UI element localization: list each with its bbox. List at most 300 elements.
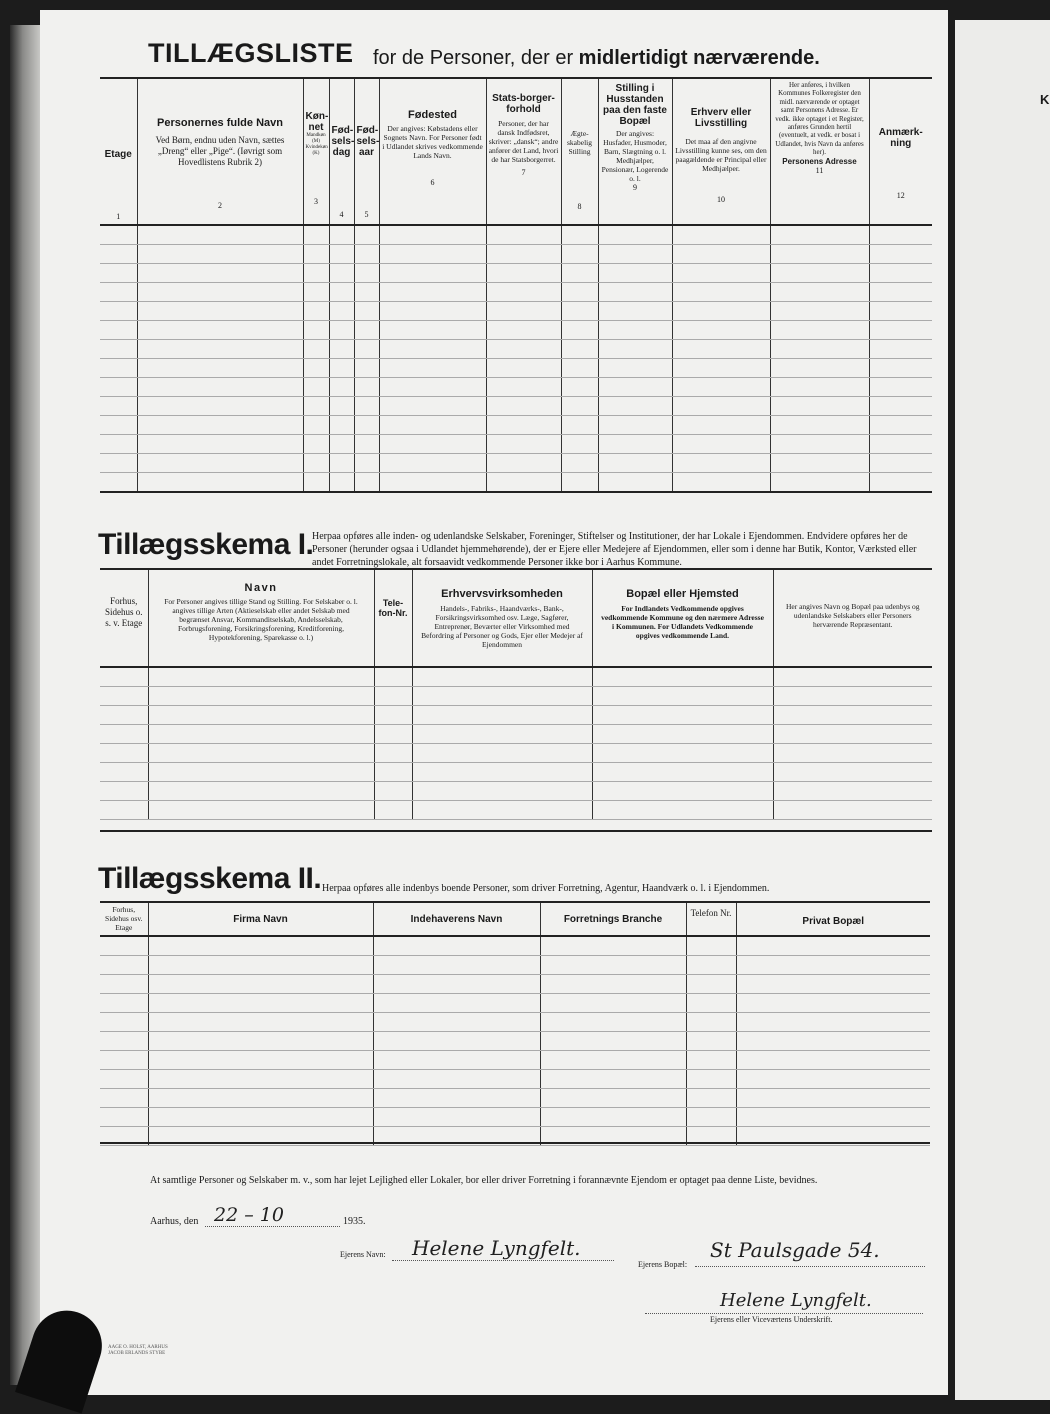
list-row [100, 283, 932, 302]
list-cell[interactable] [561, 225, 598, 245]
supplement-list-table [100, 79, 932, 492]
list-cell[interactable] [354, 283, 379, 302]
schema-2-cell[interactable] [148, 1051, 373, 1070]
list-row [100, 302, 932, 321]
list-cell[interactable] [137, 283, 303, 302]
list-cell[interactable] [354, 473, 379, 492]
schema-1-cell[interactable] [412, 667, 592, 687]
schema-1-cell[interactable] [412, 744, 592, 763]
list-cell[interactable] [672, 245, 770, 264]
list-cell[interactable] [137, 302, 303, 321]
schema-2-cell[interactable] [148, 1108, 373, 1127]
schema-2-cell[interactable] [736, 1013, 930, 1032]
schema-2-cell[interactable] [686, 1089, 736, 1108]
schema-1-cell[interactable] [374, 725, 412, 744]
schema-2-cell[interactable] [373, 975, 540, 994]
list-cell[interactable] [100, 321, 137, 340]
next-page-mark: K [1040, 92, 1050, 107]
list-cell[interactable] [354, 225, 379, 245]
schema-2-cell[interactable] [100, 1013, 148, 1032]
schema-2-row [100, 1051, 930, 1070]
list-cell[interactable] [770, 340, 869, 359]
schema-2-cell[interactable] [148, 975, 373, 994]
list-cell[interactable] [354, 245, 379, 264]
list-cell[interactable] [598, 340, 672, 359]
list-cell[interactable] [100, 397, 137, 416]
schema-2-cell[interactable] [736, 975, 930, 994]
list-cell[interactable] [329, 416, 354, 435]
schema-2-cell[interactable] [540, 956, 686, 975]
schema-2-cell[interactable] [100, 956, 148, 975]
schema-2-cell[interactable] [736, 1070, 930, 1089]
list-cell[interactable] [672, 473, 770, 492]
list-cell[interactable] [598, 397, 672, 416]
schema-1-cell[interactable] [412, 763, 592, 782]
schema-2-cell[interactable] [686, 994, 736, 1013]
schema-2-cell[interactable] [736, 994, 930, 1013]
schema-1-cell[interactable] [100, 744, 148, 763]
schema-2-cell[interactable] [540, 1051, 686, 1070]
list-cell[interactable] [486, 454, 561, 473]
schema-1-cell[interactable] [592, 744, 773, 763]
list-cell[interactable] [486, 245, 561, 264]
list-cell[interactable] [379, 225, 486, 245]
schema-2-cell[interactable] [148, 1032, 373, 1051]
list-cell[interactable] [303, 416, 329, 435]
list-cell[interactable] [303, 283, 329, 302]
schema-1-cell[interactable] [148, 801, 374, 820]
list-cell[interactable] [137, 454, 303, 473]
schema-1-cell[interactable] [148, 706, 374, 725]
schema-2-cell[interactable] [540, 936, 686, 956]
list-cell[interactable] [100, 340, 137, 359]
schema-2-cell[interactable] [100, 936, 148, 956]
schema-2-cell[interactable] [100, 1089, 148, 1108]
schema-1-cell[interactable] [374, 744, 412, 763]
list-cell[interactable] [869, 321, 932, 340]
schema-1-cell[interactable] [100, 763, 148, 782]
list-cell[interactable] [303, 340, 329, 359]
list-cell[interactable] [329, 378, 354, 397]
list-cell[interactable] [672, 359, 770, 378]
schema-1-cell[interactable] [148, 667, 374, 687]
list-cell[interactable] [561, 435, 598, 454]
list-cell[interactable] [598, 302, 672, 321]
list-cell[interactable] [770, 321, 869, 340]
list-cell[interactable] [379, 454, 486, 473]
list-cell[interactable] [137, 225, 303, 245]
s1-col-name: Navn For Personer angives tillige Stand og Stilling. For Selskaber o. l. angives tillige Arten (Aktieselskab eller andet Selskab med begrænset Ansvar, Kommanditselskab, Andelsselskab, Forbrugsforening, Forsikringsforening, Kreditforening, Hypotekforening, Sparekasse o. l.) [148, 570, 374, 667]
list-cell[interactable] [379, 378, 486, 397]
schema-2-cell[interactable] [736, 936, 930, 956]
list-cell[interactable] [379, 435, 486, 454]
schema-2-cell[interactable] [148, 936, 373, 956]
list-cell[interactable] [672, 435, 770, 454]
list-row [100, 340, 932, 359]
list-cell[interactable] [303, 264, 329, 283]
list-cell[interactable] [354, 435, 379, 454]
schema-1-cell[interactable] [773, 744, 932, 763]
list-cell[interactable] [100, 245, 137, 264]
list-cell[interactable] [303, 302, 329, 321]
list-cell[interactable] [770, 225, 869, 245]
list-cell[interactable] [770, 264, 869, 283]
schema-1-cell[interactable] [148, 744, 374, 763]
schema-1-cell[interactable] [374, 667, 412, 687]
list-cell[interactable] [561, 340, 598, 359]
list-cell[interactable] [354, 264, 379, 283]
list-cell[interactable] [869, 378, 932, 397]
list-cell[interactable] [329, 302, 354, 321]
list-cell[interactable] [598, 321, 672, 340]
list-cell[interactable] [303, 454, 329, 473]
list-cell[interactable] [598, 283, 672, 302]
list-cell[interactable] [486, 416, 561, 435]
list-cell[interactable] [561, 321, 598, 340]
list-cell[interactable] [329, 359, 354, 378]
schema-1-cell[interactable] [592, 725, 773, 744]
list-cell[interactable] [379, 245, 486, 264]
schema-2-cell[interactable] [736, 1032, 930, 1051]
schema-2-cell[interactable] [540, 1108, 686, 1127]
list-row [100, 359, 932, 378]
list-cell[interactable] [869, 264, 932, 283]
list-cell[interactable] [770, 245, 869, 264]
schema-2-cell[interactable] [686, 1013, 736, 1032]
schema-1-cell[interactable] [592, 763, 773, 782]
list-cell[interactable] [561, 283, 598, 302]
schema-1-cell[interactable] [100, 706, 148, 725]
schema-2-cell[interactable] [686, 1051, 736, 1070]
list-cell[interactable] [137, 359, 303, 378]
list-cell[interactable] [561, 378, 598, 397]
list-cell[interactable] [869, 435, 932, 454]
list-cell[interactable] [100, 283, 137, 302]
list-cell[interactable] [598, 225, 672, 245]
schema-2-cell[interactable] [686, 1070, 736, 1089]
list-cell[interactable] [598, 359, 672, 378]
list-cell[interactable] [100, 416, 137, 435]
list-cell[interactable] [303, 225, 329, 245]
list-cell[interactable] [354, 454, 379, 473]
schema-2-cell[interactable] [373, 1032, 540, 1051]
schema-2-cell[interactable] [100, 1032, 148, 1051]
list-cell[interactable] [770, 454, 869, 473]
schema-1-cell[interactable] [100, 667, 148, 687]
schema-1-row [100, 744, 932, 763]
list-cell[interactable] [354, 378, 379, 397]
schema-2-cell[interactable] [686, 936, 736, 956]
schema-1-cell[interactable] [148, 725, 374, 744]
list-cell[interactable] [379, 283, 486, 302]
list-cell[interactable] [354, 302, 379, 321]
schema-2-cell[interactable] [100, 1051, 148, 1070]
schema-2-cell[interactable] [148, 1013, 373, 1032]
list-cell[interactable] [329, 283, 354, 302]
schema-2-cell[interactable] [373, 936, 540, 956]
list-cell[interactable] [100, 454, 137, 473]
schema-2-cell[interactable] [373, 1013, 540, 1032]
owner-name-handwritten: Helene Lyngfelt. [412, 1236, 581, 1260]
schema-2-cell[interactable] [540, 1089, 686, 1108]
list-cell[interactable] [672, 340, 770, 359]
list-cell[interactable] [770, 416, 869, 435]
list-cell[interactable] [486, 340, 561, 359]
list-cell[interactable] [869, 245, 932, 264]
list-cell[interactable] [770, 397, 869, 416]
schema-2-cell[interactable] [540, 975, 686, 994]
schema-1-cell[interactable] [412, 782, 592, 801]
schema-1-cell[interactable] [773, 782, 932, 801]
schema-1-cell[interactable] [148, 763, 374, 782]
list-cell[interactable] [486, 321, 561, 340]
next-page-edge [955, 20, 1050, 1400]
schema-1-cell[interactable] [374, 706, 412, 725]
list-cell[interactable] [869, 454, 932, 473]
list-cell[interactable] [137, 416, 303, 435]
list-cell[interactable] [137, 378, 303, 397]
schema-2-cell[interactable] [736, 956, 930, 975]
list-cell[interactable] [598, 416, 672, 435]
s2-col-branch: Forretnings Branche [540, 903, 686, 936]
list-cell[interactable] [561, 264, 598, 283]
list-cell[interactable] [869, 416, 932, 435]
list-cell[interactable] [869, 283, 932, 302]
list-cell[interactable] [561, 397, 598, 416]
list-cell[interactable] [486, 264, 561, 283]
list-cell[interactable] [329, 264, 354, 283]
list-cell[interactable] [486, 397, 561, 416]
schema-2-header-row [100, 903, 930, 936]
list-cell[interactable] [561, 473, 598, 492]
list-cell[interactable] [100, 264, 137, 283]
list-cell[interactable] [561, 454, 598, 473]
list-cell[interactable] [329, 397, 354, 416]
list-cell[interactable] [329, 321, 354, 340]
schema-2-cell[interactable] [686, 1032, 736, 1051]
schema-2-cell[interactable] [686, 1108, 736, 1127]
schema-1-cell[interactable] [374, 763, 412, 782]
list-cell[interactable] [100, 225, 137, 245]
list-cell[interactable] [329, 454, 354, 473]
list-cell[interactable] [770, 378, 869, 397]
list-cell[interactable] [770, 283, 869, 302]
list-cell[interactable] [329, 340, 354, 359]
list-cell[interactable] [672, 397, 770, 416]
schema-1-cell[interactable] [412, 687, 592, 706]
list-cell[interactable] [303, 397, 329, 416]
schema-1-cell[interactable] [100, 801, 148, 820]
list-cell[interactable] [672, 283, 770, 302]
schema-1-cell[interactable] [773, 801, 932, 820]
printer-imprint: AAGE O. HOLST, AARHUS JACOB ERLANDS STYBE [108, 1345, 168, 1356]
list-cell[interactable] [303, 359, 329, 378]
list-cell[interactable] [303, 321, 329, 340]
list-cell[interactable] [379, 264, 486, 283]
list-row [100, 264, 932, 283]
list-cell[interactable] [672, 302, 770, 321]
list-cell[interactable] [303, 435, 329, 454]
schema-1-cell[interactable] [592, 782, 773, 801]
col-birthday: Fød-sels-dag 4 [329, 79, 354, 225]
schema-2-cell[interactable] [100, 1108, 148, 1127]
list-cell[interactable] [354, 321, 379, 340]
list-cell[interactable] [379, 416, 486, 435]
list-cell[interactable] [354, 340, 379, 359]
list-cell[interactable] [137, 340, 303, 359]
schema-1-cell[interactable] [773, 687, 932, 706]
schema-2-cell[interactable] [373, 1089, 540, 1108]
list-cell[interactable] [486, 283, 561, 302]
list-cell[interactable] [672, 225, 770, 245]
list-cell[interactable] [100, 435, 137, 454]
schema-2-cell[interactable] [686, 975, 736, 994]
schema-2-cell[interactable] [373, 1051, 540, 1070]
schema-2-cell[interactable] [540, 1070, 686, 1089]
list-cell[interactable] [354, 359, 379, 378]
schema-1-cell[interactable] [148, 687, 374, 706]
list-cell[interactable] [354, 416, 379, 435]
schema-2-cell[interactable] [100, 1070, 148, 1089]
s1-col-representative: Her angives Navn og Bopæl paa udenbys og udenlandske Selskabers eller Personers herværende Repræsentant. [773, 570, 932, 667]
col-household: Stilling i Husstanden paa den faste Bopæl Der angives: Husfader, Husmoder, Barn, Slægtning o. l. Medhjælper, Pensionær, Logerende o. l. 9 [598, 79, 672, 225]
list-cell[interactable] [303, 378, 329, 397]
schema-2-cell[interactable] [100, 994, 148, 1013]
schema-2-cell[interactable] [373, 994, 540, 1013]
schema-2-cell[interactable] [736, 1108, 930, 1127]
schema-1-cell[interactable] [412, 725, 592, 744]
list-cell[interactable] [303, 245, 329, 264]
list-cell[interactable] [598, 378, 672, 397]
list-cell[interactable] [137, 321, 303, 340]
list-cell[interactable] [379, 302, 486, 321]
list-cell[interactable] [486, 378, 561, 397]
list-cell[interactable] [486, 473, 561, 492]
schema-1-cell[interactable] [100, 782, 148, 801]
schema-2-cell[interactable] [540, 1013, 686, 1032]
list-cell[interactable] [354, 397, 379, 416]
schema-2-cell[interactable] [148, 956, 373, 975]
list-cell[interactable] [379, 473, 486, 492]
list-cell[interactable] [770, 473, 869, 492]
schema-1-cell[interactable] [773, 667, 932, 687]
list-cell[interactable] [137, 435, 303, 454]
schema-2-cell[interactable] [736, 1089, 930, 1108]
schema-2-cell[interactable] [373, 956, 540, 975]
col-name: Personernes fulde Navn Ved Børn, endnu uden Navn, sættes „Dreng“ eller „Pige“. (Iøvrigt som Hovedlistens Rubrik 2) 2 [137, 79, 303, 225]
list-cell[interactable] [561, 359, 598, 378]
schema-1-cell[interactable] [374, 687, 412, 706]
list-cell[interactable] [137, 473, 303, 492]
list-cell[interactable] [561, 416, 598, 435]
list-cell[interactable] [329, 473, 354, 492]
schema-1-cell[interactable] [148, 782, 374, 801]
list-cell[interactable] [486, 435, 561, 454]
schema-1-cell[interactable] [374, 782, 412, 801]
list-cell[interactable] [770, 359, 869, 378]
schema-1-row [100, 782, 932, 801]
schema-2-cell[interactable] [686, 956, 736, 975]
schema-1-cell[interactable] [773, 763, 932, 782]
list-cell[interactable] [672, 378, 770, 397]
schema-2-cell[interactable] [148, 994, 373, 1013]
schema-2-cell[interactable] [148, 1089, 373, 1108]
list-cell[interactable] [770, 435, 869, 454]
schema-2-cell[interactable] [373, 1070, 540, 1089]
list-cell[interactable] [329, 435, 354, 454]
list-cell[interactable] [672, 454, 770, 473]
list-cell[interactable] [100, 359, 137, 378]
list-cell[interactable] [770, 302, 869, 321]
list-cell[interactable] [561, 302, 598, 321]
schema-2-cell[interactable] [100, 975, 148, 994]
schema-2-cell[interactable] [736, 1051, 930, 1070]
list-cell[interactable] [598, 245, 672, 264]
schema-1-cell[interactable] [412, 706, 592, 725]
schema-1-cell[interactable] [592, 706, 773, 725]
list-cell[interactable] [869, 397, 932, 416]
schema-1-cell[interactable] [592, 687, 773, 706]
list-cell[interactable] [303, 473, 329, 492]
schema-1-cell[interactable] [412, 801, 592, 820]
list-cell[interactable] [598, 435, 672, 454]
schema-1-cell[interactable] [592, 801, 773, 820]
list-cell[interactable] [486, 225, 561, 245]
list-cell[interactable] [561, 245, 598, 264]
list-cell[interactable] [100, 378, 137, 397]
list-cell[interactable] [379, 340, 486, 359]
list-cell[interactable] [137, 397, 303, 416]
list-cell[interactable] [598, 454, 672, 473]
list-cell[interactable] [869, 302, 932, 321]
list-cell[interactable] [598, 264, 672, 283]
list-cell[interactable] [672, 264, 770, 283]
date-line [205, 1226, 340, 1227]
list-cell[interactable] [329, 225, 354, 245]
schema-2-cell[interactable] [148, 1070, 373, 1089]
list-cell[interactable] [869, 225, 932, 245]
list-cell[interactable] [100, 473, 137, 492]
list-cell[interactable] [672, 321, 770, 340]
list-cell[interactable] [869, 359, 932, 378]
list-cell[interactable] [137, 264, 303, 283]
list-cell[interactable] [137, 245, 303, 264]
list-cell[interactable] [869, 473, 932, 492]
schema-2-cell[interactable] [540, 994, 686, 1013]
list-cell[interactable] [379, 321, 486, 340]
list-cell[interactable] [598, 473, 672, 492]
list-cell[interactable] [329, 245, 354, 264]
schema-1-cell[interactable] [374, 801, 412, 820]
schema-1-cell[interactable] [773, 706, 932, 725]
schema-2-cell[interactable] [373, 1108, 540, 1127]
schema-1-cell[interactable] [773, 725, 932, 744]
list-cell[interactable] [379, 397, 486, 416]
list-cell[interactable] [486, 302, 561, 321]
list-cell[interactable] [486, 359, 561, 378]
s1-col-phone: Tele-fon-Nr. [374, 570, 412, 667]
date-handwritten: 22 – 10 [214, 1204, 284, 1226]
list-cell[interactable] [672, 416, 770, 435]
schema-1-cell[interactable] [592, 667, 773, 687]
schema-2-row [100, 1013, 930, 1032]
schema-2-cell[interactable] [540, 1032, 686, 1051]
list-cell[interactable] [100, 302, 137, 321]
list-cell[interactable] [869, 340, 932, 359]
schema-1-cell[interactable] [100, 687, 148, 706]
schema-1-cell[interactable] [100, 725, 148, 744]
list-cell[interactable] [379, 359, 486, 378]
